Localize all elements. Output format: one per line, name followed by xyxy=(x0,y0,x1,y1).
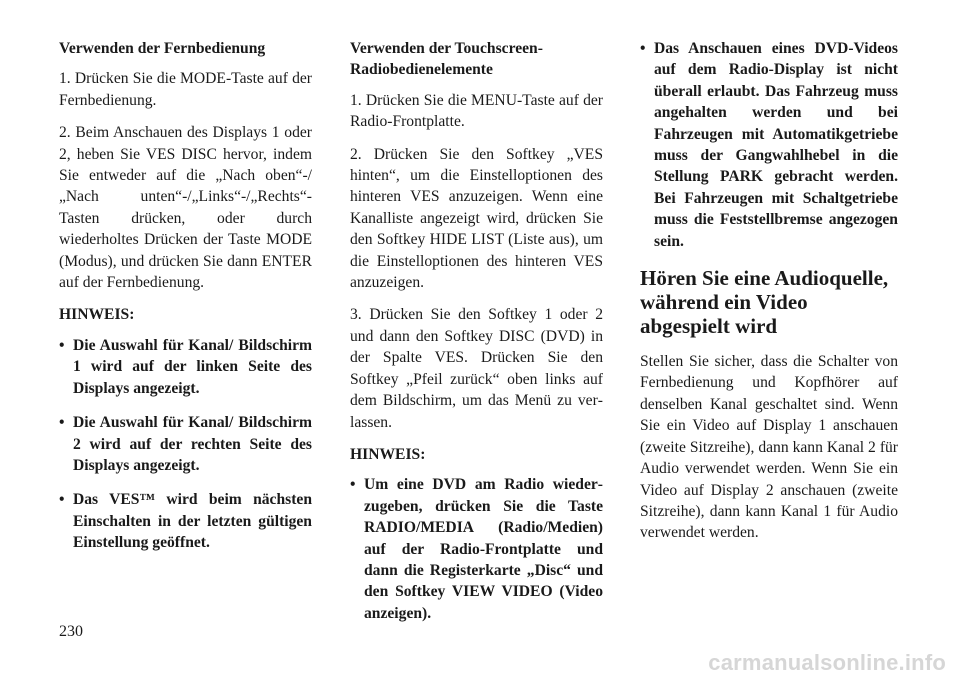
touch-step-3: 3. Drücken Sie den Softkey 1 oder 2 und dann den Softkey DISC (DVD) in der Spalte VES. Drücken Sie den Softkey „Pfeil zurück“ oben links auf dem Bildschirm, um das Menü zu verlassen. xyxy=(350,306,603,431)
list-item: • Das VES™ wird beim nächsten Einschalten in der letzten gültigen Einstellung geöffnet. xyxy=(59,491,312,552)
heading-touchscreen-controls: Verwenden der Touchscreen-Radiobedienelemente xyxy=(350,40,543,79)
touch-step-2: 2. Drücken Sie den Softkey „VES hinten“, um die Einstelloptionen des hinteren VES anzuzeigen. Wenn eine Kanalliste angezeigt wird, drücken Sie den Softkey HIDE LIST (Liste aus), um die Einstelloptionen des hinteren VES anzuzeigen. xyxy=(350,145,603,292)
page-number: 230 xyxy=(59,623,83,640)
column-3 xyxy=(640,38,898,555)
heading-remote-control: Verwenden der Fernbedienung xyxy=(59,40,266,57)
note-label-2: HINWEIS: xyxy=(350,445,426,463)
remote-step-2: 2. Beim Anschauen des Displays 1 oder 2, heben Sie VES DISC hervor, indem Sie entweder auf die „Nach oben“-/„Nach unten“-/„Links“-/„Rechts“-Tasten drücken, oder durch wiederholtes Drücken der Taste MODE (Modus), und drücken Sie dann ENTER auf der Fernbedienung. xyxy=(59,124,312,292)
touch-step-1: 1. Drücken Sie die MENU-Taste auf der Radio-Frontplatte. xyxy=(350,91,603,131)
list-item: • Um eine DVD am Radio wiederzugeben, drücken Sie die Taste RADIO/MEDIA (Radio/Medien) auf der Radio-Frontplatte und dann die Registerkarte „Disc“ und den Softkey VIEW VIDEO (Video anzeigen). xyxy=(350,476,603,622)
remote-step-1: 1. Drücken Sie die MODE-Taste auf der Fernbedienung. xyxy=(59,70,312,109)
bullet-icon: • xyxy=(350,476,356,494)
note-list-2 xyxy=(350,474,603,624)
bullet-icon: • xyxy=(640,40,646,57)
bullet-icon: • xyxy=(59,414,65,432)
watermark: carmanualsonline.info xyxy=(708,650,946,675)
column-1 xyxy=(59,38,312,567)
note-label-1: HINWEIS: xyxy=(59,306,135,324)
column-2 xyxy=(350,38,603,637)
audio-paragraph: Stellen Sie sicher, dass die Schalter von Fernbedienung und Kopfhörer auf denselben Kanal geschaltet sind. Wenn Sie ein Video auf Display 1 anschauen (zweite Sitzreihe), dann kann Kanal 2 für Audio verwendet werden. Wenn Sie ein Video auf Display 2 anschauen (zweite Sitzreihe), dann kann Kanal 1 für Audio verwendet werden. xyxy=(640,353,898,542)
note-list-1 xyxy=(59,335,312,554)
list-item: • Die Auswahl für Kanal/ Bildschirm 2 wird auf der rechten Seite des Displays angezeigt. xyxy=(59,414,312,474)
section-title: Hören Sie eine Audioquelle, während ein Video abgespielt wird xyxy=(640,266,889,339)
bullet-icon: • xyxy=(59,491,65,509)
bullet-icon: • xyxy=(59,336,65,354)
list-item: • Das Anschauen eines DVD-Videos auf dem Radio-Display ist nicht überall erlaubt. Das Fahrzeug muss angehalten werden und bei Fahrzeugen mit Automatikgetriebe muss der Gangwahlhebel in die Stellung PARK gebracht werden. Bei Fahrzeugen mit Schaltgetriebe muss die Feststellbremse angezogen sein. xyxy=(640,40,898,250)
list-item: • Die Auswahl für Kanal/ Bildschirm 1 wird auf der linken Seite des Displays angezeigt. xyxy=(59,336,312,397)
note-list-3 xyxy=(640,38,898,252)
